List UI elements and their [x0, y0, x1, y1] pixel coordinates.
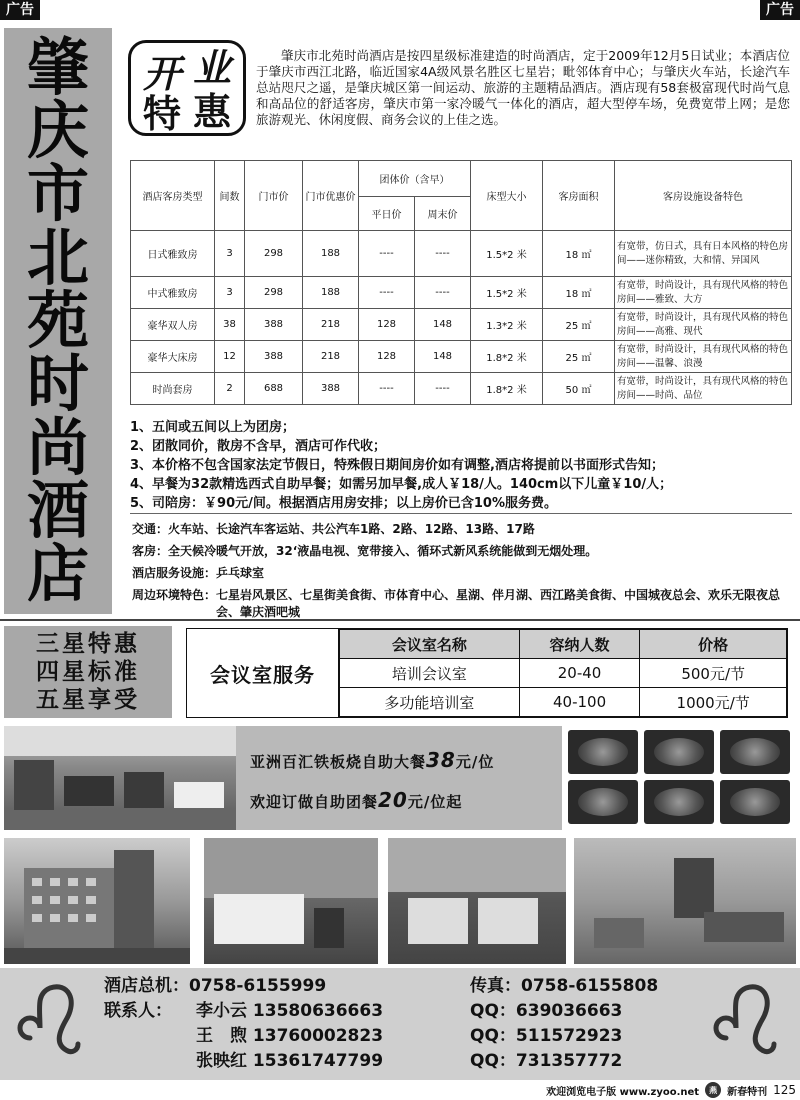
page-footer [470, 1082, 796, 1098]
note-item: 5、司陪房：￥90元/间。根据酒店用房安排；以上房价已含10%服务费。 [130, 496, 558, 511]
section-divider [0, 619, 800, 621]
col-header: 客房面积 [543, 161, 615, 231]
note-item: 3、本价格不包含国家法定节假日，特殊假日期间房价如有调整,酒店将提前以书面形式告知； [130, 458, 664, 473]
room-photo-1 [204, 838, 378, 964]
badge-char: 特 [143, 92, 182, 136]
meeting-room-service [186, 628, 788, 718]
cell-area: 25 ㎡ [543, 341, 615, 373]
table-row [131, 373, 792, 405]
cell-room-type: 豪华大床房 [131, 341, 215, 373]
qq-number: 511572923 [515, 1026, 623, 1046]
food-photo [720, 780, 790, 824]
cell-features: 有宽带，仿日式，具有日本风格的特色房间——迷你精致，大和情、异国风 [615, 231, 792, 277]
title-char: 酒 [26, 473, 89, 547]
divider [130, 513, 792, 514]
food-photo [568, 730, 638, 774]
meeting-label: 会议室服务 [187, 629, 339, 717]
info-row-rooms [132, 540, 794, 562]
cell-capacity: 20-40 [519, 659, 640, 688]
suite-photo-art [574, 838, 796, 964]
cell-bed: 1.8*2 米 [471, 341, 543, 373]
buffet-price-2: 20 [378, 788, 408, 812]
cell-weekend: ---- [415, 231, 471, 277]
table-row [340, 659, 787, 688]
cell-weekday: 128 [359, 341, 415, 373]
room-photo-2 [388, 838, 566, 964]
room-photo-art [204, 838, 378, 964]
cell-room-name: 培训会议室 [340, 659, 520, 688]
cell-bed: 1.3*2 米 [471, 309, 543, 341]
info-row-transport [132, 518, 794, 540]
col-header: 酒店客房类型 [131, 161, 215, 231]
slogan-line: 五星享受 [36, 686, 140, 713]
hotel-name-vertical [4, 28, 112, 614]
contact-person-label: 联系人： [104, 1001, 172, 1021]
col-header: 会议室名称 [340, 630, 520, 659]
note-item: 1、五间或五间以上为团房； [130, 420, 296, 435]
qq-label: QQ： [470, 1001, 516, 1021]
cell-promo: 388 [303, 373, 359, 405]
cell-room-type: 豪华双人房 [131, 309, 215, 341]
table-header-row [131, 161, 792, 197]
info-value: 火车站、长途汽车客运站、共公汽车1路、2路、12路、13路、17路 [168, 522, 535, 536]
col-header: 床型大小 [471, 161, 543, 231]
info-value: 乒乓球室 [216, 566, 265, 580]
contact-person [196, 1049, 383, 1073]
ad-tag-left: 广告 [0, 0, 40, 20]
food-photo [644, 730, 714, 774]
cell-capacity: 40-100 [519, 688, 640, 717]
cell-bed: 1.8*2 米 [471, 373, 543, 405]
table-row [131, 309, 792, 341]
cell-weekday: ---- [359, 231, 415, 277]
room-photo-art [388, 838, 566, 964]
table-header-row [340, 630, 787, 659]
cell-area: 18 ㎡ [543, 231, 615, 277]
cell-rack: 388 [245, 341, 303, 373]
meeting-room-table [339, 629, 787, 717]
cell-area: 25 ㎡ [543, 309, 615, 341]
hotel-building-photo [4, 838, 190, 964]
contact-phone: 15361747799 [252, 1051, 384, 1071]
contact-person [196, 1024, 383, 1048]
cell-room-type: 日式雅致房 [131, 231, 215, 277]
info-label: 周边环境特色： [132, 588, 217, 602]
badge-char: 惠 [193, 90, 232, 134]
star-slogan-box [4, 626, 172, 718]
magazine-logo-icon: 燕 [705, 1082, 721, 1098]
table-row [340, 688, 787, 717]
col-header: 价格 [640, 630, 787, 659]
contact-phone: 13760002823 [252, 1026, 384, 1046]
col-header: 间数 [215, 161, 245, 231]
note-item: 2、团散同价，散房不含早，酒店可作代收； [130, 439, 387, 454]
cell-bed: 1.5*2 米 [471, 231, 543, 277]
badge-char: 开 [143, 52, 182, 96]
restaurant-photo-art [4, 726, 236, 830]
title-char: 苑 [26, 283, 89, 357]
contact-qq [470, 1024, 622, 1048]
cell-room-type: 中式雅致房 [131, 277, 215, 309]
cell-weekend: 148 [415, 341, 471, 373]
cell-area: 50 ㎡ [543, 373, 615, 405]
qq-number: 731357772 [515, 1051, 623, 1071]
page-number: 125 [773, 1083, 796, 1097]
leo-zodiac-icon [16, 980, 84, 1064]
badge-char: 业 [193, 46, 232, 90]
cell-count: 3 [215, 277, 245, 309]
fax-number: 0758-6155808 [521, 976, 659, 996]
issue-name: 新春特刊 [727, 1086, 768, 1098]
contact-name: 李小云 [196, 1001, 247, 1021]
info-value: 七星岩风景区、七星街美食街、市体育中心、星湖、伴月湖、西江路美食街、中国城夜总会、欢乐无限夜总会、肇庆酒吧城 [216, 588, 781, 619]
food-photo [644, 780, 714, 824]
title-char: 时 [26, 347, 89, 421]
title-char: 庆 [26, 93, 89, 167]
col-header: 周末价 [415, 197, 471, 231]
hotel-building-art [4, 838, 190, 964]
opening-promo-badge [128, 40, 246, 136]
suite-photo [574, 838, 796, 964]
fax-label: 传真： [470, 976, 521, 996]
ad-tag-right: 广告 [760, 0, 800, 20]
cell-bed: 1.5*2 米 [471, 277, 543, 309]
cell-promo: 188 [303, 277, 359, 309]
main-phone: 0758-6155999 [189, 976, 327, 996]
title-char: 北 [26, 220, 89, 294]
table-row [131, 277, 792, 309]
cell-count: 3 [215, 231, 245, 277]
col-header: 容纳人数 [519, 630, 640, 659]
cell-promo: 218 [303, 309, 359, 341]
cell-features: 有宽带，时尚设计，具有现代风格的特色房间——雅致、大方 [615, 277, 792, 309]
contact-name: 张映红 [196, 1051, 247, 1071]
fax-line [470, 974, 658, 998]
cell-promo: 218 [303, 341, 359, 373]
food-photo [568, 780, 638, 824]
contact-name: 王 煦 [196, 1026, 247, 1046]
qq-label: QQ： [470, 1026, 516, 1046]
note-item: 4、早餐为32款精选西式自助早餐；如需另加早餐,成人￥18/人。140cm以下儿童￥10/人； [130, 477, 673, 492]
main-phone-label: 酒店总机： [104, 976, 189, 996]
cell-room-type: 时尚套房 [131, 373, 215, 405]
col-header: 门市优惠价 [303, 161, 359, 231]
qq-label: QQ： [470, 1051, 516, 1071]
cell-weekday: ---- [359, 277, 415, 309]
buffet-line-2: 欢迎订做自助团餐20元/位起 [250, 788, 463, 812]
title-char: 店 [26, 537, 89, 611]
table-row [131, 231, 792, 277]
leo-zodiac-icon [712, 980, 780, 1064]
qq-number: 639036663 [515, 1001, 623, 1021]
cell-weekend: ---- [415, 277, 471, 309]
pricing-notes [130, 418, 792, 513]
slogan-line: 三星特惠 [36, 630, 140, 657]
col-header: 客房设施设备特色 [615, 161, 792, 231]
cell-weekend: ---- [415, 373, 471, 405]
main-phone-line [104, 974, 326, 998]
info-label: 交通： [132, 522, 169, 536]
buffet-line-1: 亚洲百汇铁板烧自助大餐38元/位 [250, 748, 495, 772]
cell-features: 有宽带，时尚设计，具有现代风格的特色房间——温馨、浪漫 [615, 341, 792, 373]
cell-count: 38 [215, 309, 245, 341]
hotel-intro: 肇庆市北苑时尚酒店是按四星级标准建造的时尚酒店，定于2009年12月5日试业；本酒店位于肇庆市西江北路，临近国家4A级风景名胜区七星岩；毗邻体育中心；与肇庆火车站，长途汽车总站咫尺之遥，是肇庆城区第一间运动、旅游的主题精品酒店。酒店现有58套极富现代时尚气息和高品位的舒适客房，肇庆市第一家冷暖气一体化的酒店，超大型停车场，免费宽带上网；是您旅游观光、休闲度假、商务会议的上佳之选。 [256, 48, 790, 127]
cell-rack: 388 [245, 309, 303, 341]
buffet-promo [236, 726, 562, 830]
contact-person [196, 999, 383, 1023]
info-value: 全天候冷暖气开放，32‘液晶电视、宽带接入、循环式新风系统能做到无烟处理。 [168, 544, 598, 558]
cell-room-name: 多功能培训室 [340, 688, 520, 717]
cell-weekday: 128 [359, 309, 415, 341]
buffet-price-1: 38 [426, 748, 456, 772]
contact-qq [470, 999, 622, 1023]
cell-rack: 298 [245, 231, 303, 277]
hotel-info [132, 518, 794, 621]
title-char: 市 [26, 157, 89, 231]
cell-count: 2 [215, 373, 245, 405]
cell-weekday: ---- [359, 373, 415, 405]
table-row [131, 341, 792, 373]
cell-price: 1000元/节 [640, 688, 787, 717]
cell-features: 有宽带，时尚设计，具有现代风格的特色房间——高雅、现代 [615, 309, 792, 341]
cell-rack: 298 [245, 277, 303, 309]
info-row-facilities [132, 562, 794, 584]
cell-count: 12 [215, 341, 245, 373]
col-header: 团体价（含早） [359, 161, 471, 197]
cell-promo: 188 [303, 231, 359, 277]
restaurant-photo [4, 726, 236, 830]
info-row-surroundings [132, 587, 794, 621]
food-photo [720, 730, 790, 774]
room-rates-table [130, 160, 792, 405]
cell-features: 有宽带，时尚设计，具有现代风格的特色房间——时尚、品位 [615, 373, 792, 405]
title-char: 尚 [26, 410, 89, 484]
cell-area: 18 ㎡ [543, 277, 615, 309]
contact-qq [470, 1049, 622, 1073]
cell-rack: 688 [245, 373, 303, 405]
title-char: 肇 [26, 30, 89, 104]
slogan-line: 四星标准 [36, 658, 140, 685]
col-header: 门市价 [245, 161, 303, 231]
info-label: 客房： [132, 544, 169, 558]
footer-text: 欢迎浏览电子版 www.zyoo.net [546, 1086, 700, 1098]
contact-phone: 13580636663 [252, 1001, 384, 1021]
cell-weekend: 148 [415, 309, 471, 341]
info-label: 酒店服务设施： [132, 566, 217, 580]
col-header: 平日价 [359, 197, 415, 231]
cell-price: 500元/节 [640, 659, 787, 688]
